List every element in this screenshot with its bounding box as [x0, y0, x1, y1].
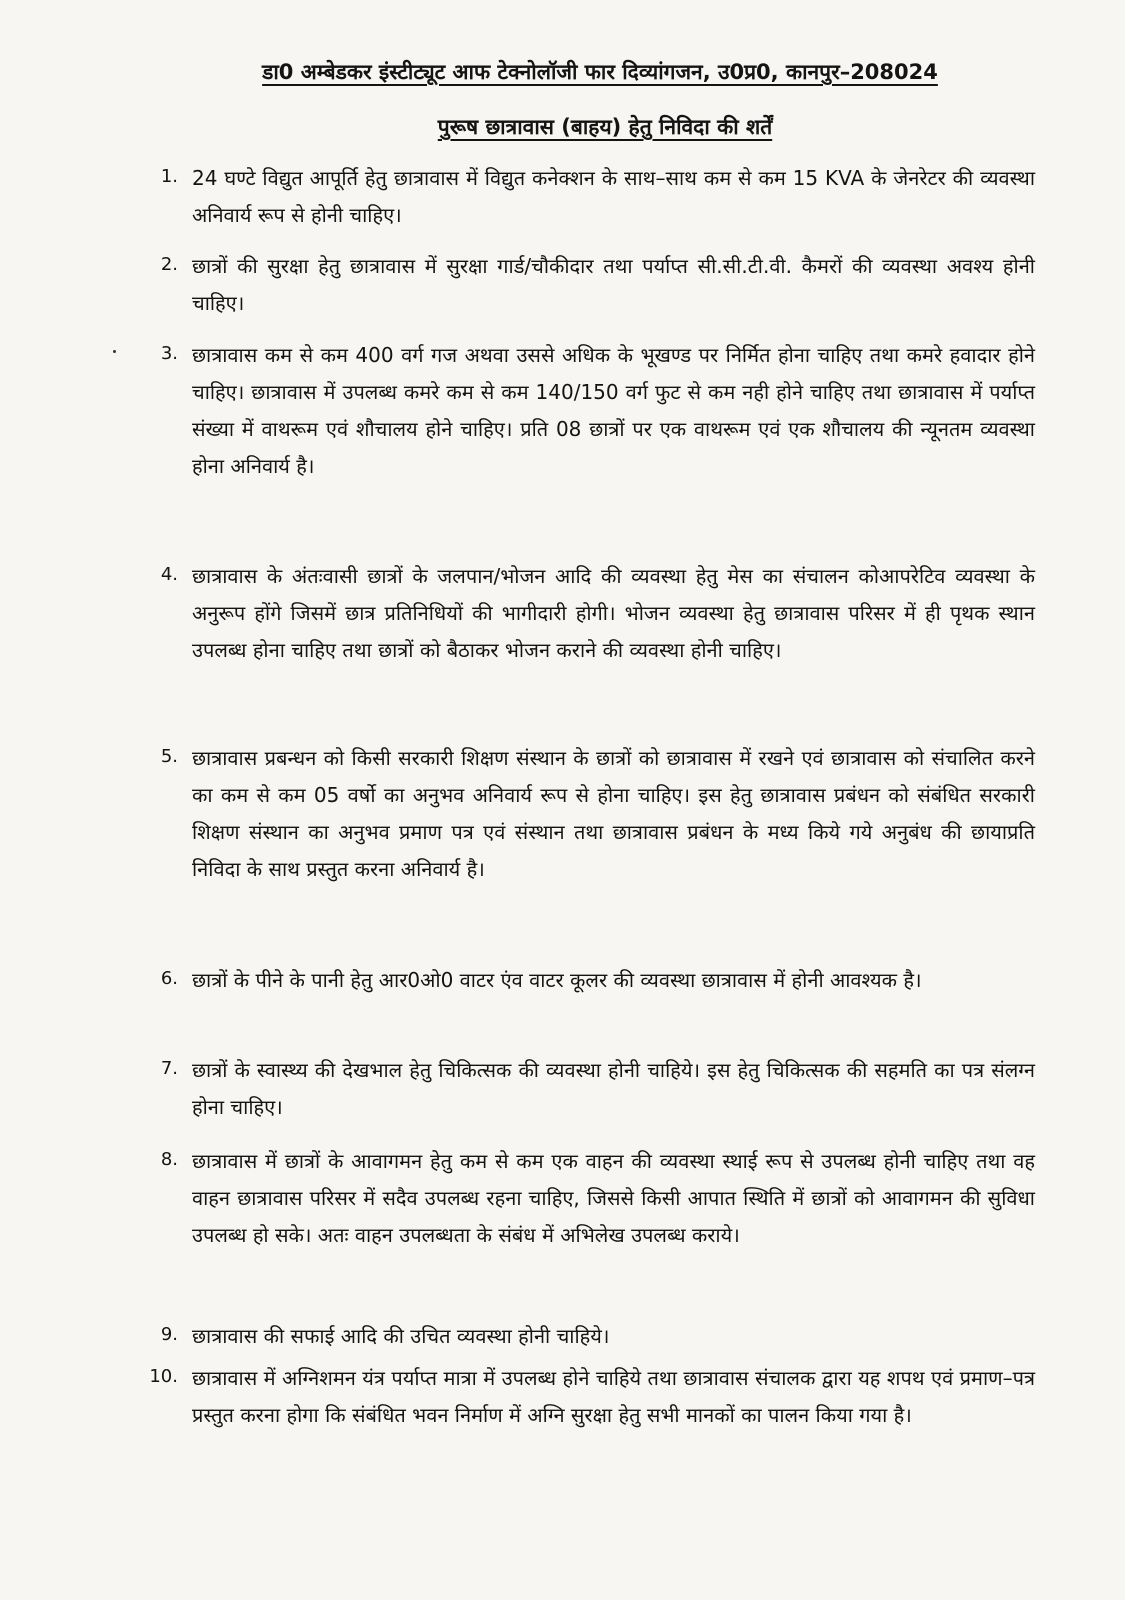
condition-item-1 [140, 160, 1035, 240]
condition-text: छात्रावास के अंतःवासी छात्रों के जलपान/भोजन आदि की व्यवस्था हेतु मेस का संचालन कोआपरेटिव व्यवस्था के अनुरूप होंगे जिसमें छात्र प्रतिनिधियों की भागीदारी होगी। भोजन व्यवस्था हेतु छात्रावास परिसर में ही पृथक स्थान उपलब्ध होना चाहिए तथा छात्रों को बैठाकर भोजन कराने की व्यवस्था होनी चाहिए। [192, 564, 1035, 662]
condition-item-7 [140, 1052, 1035, 1132]
condition-item-10 [140, 1360, 1035, 1490]
condition-item-4 [140, 558, 1035, 728]
institute-heading: डा0 अम्बेडकर इंस्टीट्यूट आफ टेक्नोलॉजी फार दिव्यांगजन, उ0प्र0, कानपुर–208024 [262, 60, 938, 84]
condition-text: छात्रावास कम से कम 400 वर्ग गज अथवा उससे अधिक के भूखण्ड पर निर्मित होना चाहिए तथा कमरे हवादार होने चाहिए। छात्रावास में उपलब्ध कमरे कम से कम 140/150 वर्ग फुट से कम नही होने चाहिए तथा छात्रावास में पर्याप्त संख्या में वाथरूम एवं शौचालय होने चाहिए। प्रति 08 छात्रों पर एक वाथरूम एवं एक शौचालय की न्यूनतम व्यवस्था होना अनिवार्य है। [192, 343, 1035, 478]
condition-item-6 [140, 962, 1035, 1042]
condition-text: छात्रावास में अग्निशमन यंत्र पर्याप्त मात्रा में उपलब्ध होने चाहिये तथा छात्रावास संचालक द्वारा यह शपथ एवं प्रमाण–पत्र प्रस्तुत करना होगा कि संबंधित भवन निर्माण में अग्नि सुरक्षा हेतु सभी मानकों का पालन किया गया है। [192, 1366, 1035, 1427]
condition-number: 4. [160, 564, 178, 585]
condition-number: 9. [160, 1324, 178, 1345]
condition-number: 3. [160, 343, 178, 364]
condition-number: 6. [160, 968, 178, 989]
condition-text: छात्रावास की सफाई आदि की उचित व्यवस्था होनी चाहिये। [192, 1324, 610, 1348]
stray-mark [113, 350, 116, 353]
condition-number: 1. [160, 166, 178, 187]
condition-number: 8. [160, 1149, 178, 1170]
condition-number: 2. [160, 254, 178, 275]
condition-number: 5. [160, 746, 178, 767]
condition-text: छात्रों के स्वास्थ्य की देखभाल हेतु चिकित्सक की व्यवस्था होनी चाहिये। इस हेतु चिकित्सक की सहमति का पत्र संलग्न होना चाहिए। [192, 1058, 1035, 1119]
condition-item-5 [140, 740, 1035, 950]
condition-text: छात्रों के पीने के पानी हेतु आर0ओ0 वाटर एंव वाटर कूलर की व्यवस्था छात्रावास में होनी आवश्यक है। [192, 968, 922, 992]
condition-item-2 [140, 248, 1035, 328]
condition-text: छात्रों की सुरक्षा हेतु छात्रावास में सुरक्षा गार्ड/चौकीदार तथा पर्याप्त सी.सी.टी.वी. कैमरों की व्यवस्था अवश्य होनी चाहिए। [192, 254, 1035, 315]
document-subject: पुरूष छात्रावास (बाहय) हेतु निविदा की शर्तें [437, 115, 773, 139]
condition-number: 7. [160, 1058, 178, 1079]
condition-item-9 [140, 1318, 1035, 1363]
condition-number: 10. [149, 1366, 178, 1387]
condition-text: छात्रावास प्रबन्धन को किसी सरकारी शिक्षण संस्थान के छात्रों को छात्रावास में रखने एवं छात्रावास को संचालित करने का कम से कम 05 वर्षो का अनुभव अनिवार्य रूप से होना चाहिए। इस हेतु छात्रावास प्रबंधन को संबंधित सरकारी शिक्षण संस्थान का अनुभव प्रमाण पत्र एवं संस्थान तथा छात्रावास प्रबंधन के मध्य किये गये अनुबंध की छायाप्रति निविदा के साथ प्रस्तुत करना अनिवार्य है। [192, 746, 1035, 881]
condition-item-8 [140, 1143, 1035, 1313]
condition-text: छात्रावास में छात्रों के आवागमन हेतु कम से कम एक वाहन की व्यवस्था स्थाई रूप से उपलब्ध होनी चाहिए तथा वह वाहन छात्रावास परिसर में सदैव उपलब्ध रहना चाहिए, जिससे किसी आपात स्थिति में छात्रों को आवागमन की सुविधा उपलब्ध हो सके। अतः वाहन उपलब्धता के संबंध में अभिलेख उपलब्ध कराये। [192, 1149, 1035, 1247]
condition-item-3 [140, 337, 1035, 547]
condition-text: 24 घण्टे विद्युत आपूर्ति हेतु छात्रावास में विद्युत कनेक्शन के साथ–साथ कम से कम 15 KVA के जेनरेटर की व्यवस्था अनिवार्य रूप से होनी चाहिए। [192, 166, 1035, 227]
